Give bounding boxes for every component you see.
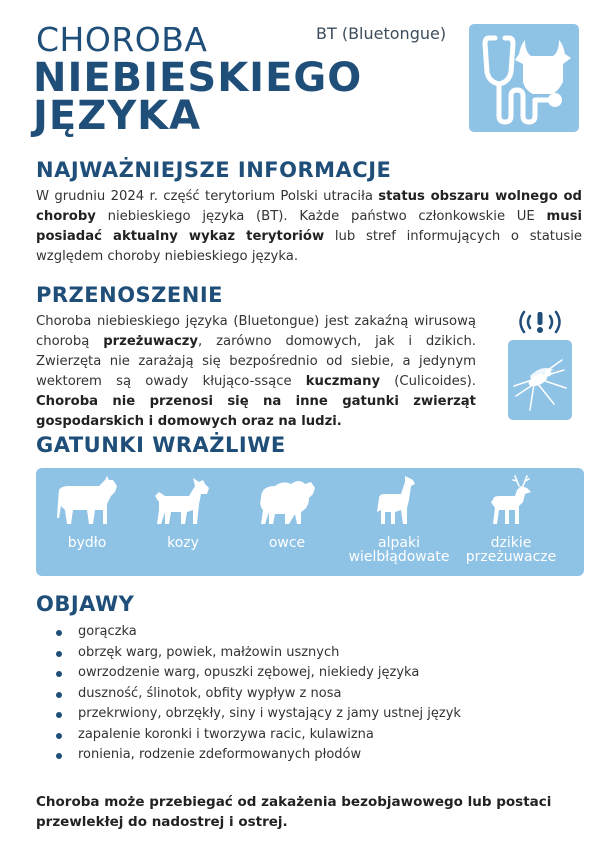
bullet-icon [56, 733, 62, 739]
key-info-text-5: lub stref informujących o statusie względem choroby niebieskiego języka. [36, 229, 582, 264]
closing-statement: Choroba może przebiegać od zakażenia bezobjawowego lub postaci przewlekłej do nadostrej i ostrej. [36, 794, 552, 830]
species-label-cattle: bydło [67, 535, 107, 551]
symptom-item [56, 684, 461, 705]
species-item-alpaca [344, 474, 454, 564]
key-info-text-1: W grudniu 2024 r. część terytorium Polski utraciła [36, 189, 379, 204]
species-item-sheep [232, 474, 342, 550]
transmission-text-2: przeżuwaczy [103, 334, 199, 349]
bullet-icon [56, 692, 62, 698]
symptom-text: zapalenie koronki i tworzywa racic, kulawizna [78, 726, 374, 742]
key-info-text-2: status obszaru wolnego od choroby [36, 189, 582, 224]
goat-icon [151, 474, 215, 532]
mosquito-icon [508, 340, 572, 420]
symptom-text: duszność, ślinotok, obfity wypływ z nosa [78, 685, 342, 701]
transmission-text-4: kuczmany [305, 374, 381, 389]
bullet-icon [56, 712, 62, 718]
symptom-item [56, 643, 461, 664]
symptom-item [56, 663, 461, 684]
symptom-item [56, 622, 461, 643]
cow-icon [55, 474, 119, 532]
species-label-sheep: owce [268, 535, 306, 551]
species-label-wild-line1: dzikie [490, 535, 532, 551]
species-item-cattle [32, 474, 142, 550]
key-info-text-3: niebieskiego języka (BT). Każde państwo członkowskie UE [95, 209, 547, 224]
title-line-1: CHOROBA [36, 20, 208, 59]
symptom-item [56, 704, 461, 725]
title-line-2: NIEBIESKIEGO [33, 55, 363, 101]
symptom-item [56, 725, 461, 746]
section-heading-transmission: PRZENOSZENIE [36, 283, 223, 307]
transmission-text-6: Choroba nie przenosi się na inne gatunki zwierząt gospodarskich i domowych oraz na ludzi. [36, 394, 476, 429]
transmission-text-3: , zarówno domowych, jak i dzikich. Zwierzęta nie zarażają się bezpośrednio od siebie, a jedynym wektorem są owady kłująco-ssące [36, 334, 476, 389]
species-label-goat: kozy [167, 535, 199, 551]
symptom-text: ronienia, rodzenie zdeformowanych płodów [78, 747, 362, 762]
species-label-alpaca-line2: wielbłądowate [348, 549, 450, 565]
transmission-text-5: (Culicoides). [380, 374, 476, 389]
section-heading-species: GATUNKI WRAŻLIWE [36, 433, 286, 457]
symptom-item [56, 745, 461, 766]
species-label-alpaca-line1: alpaki [378, 535, 420, 551]
symptom-text: obrzęk warg, powiek, małżowin usznych [78, 644, 340, 660]
alert-signal-icon [516, 308, 564, 336]
alpaca-icon [367, 474, 431, 532]
stethoscope-cow-icon [469, 24, 579, 132]
key-info-paragraph [36, 187, 582, 267]
key-info-text-4: musi posiadać aktualny wykaz terytoriów [36, 209, 582, 244]
species-item-wild-ruminants [456, 474, 566, 564]
bullet-icon [56, 671, 62, 677]
species-label-wild-line2: przeżuwacze [465, 549, 557, 565]
symptom-text: owrzodzenie warg, opuszki zębowej, niekiedy języka [78, 665, 420, 680]
subtitle: BT (Bluetongue) [316, 24, 447, 43]
species-item-goat [128, 474, 238, 550]
symptom-text: gorączka [78, 624, 137, 639]
section-heading-symptoms: OBJAWY [36, 592, 135, 616]
bullet-icon [56, 651, 62, 657]
section-heading-key-info: NAJWAŻNIEJSZE INFORMACJE [36, 158, 392, 182]
bullet-icon [56, 630, 62, 636]
title-line-3: JĘZYKA [33, 93, 202, 139]
species-panel [36, 468, 584, 576]
sheep-icon [255, 474, 319, 532]
symptoms-list [56, 622, 461, 766]
transmission-paragraph [36, 312, 476, 432]
symptom-text: przekrwiony, obrzękły, siny i wystający z jamy ustnej język [78, 706, 461, 721]
bullet-icon [56, 753, 62, 759]
transmission-text-1: Choroba niebieskiego języka (Bluetongue) jest zakaźną wirusową chorobą [36, 314, 476, 349]
deer-icon [479, 474, 543, 532]
